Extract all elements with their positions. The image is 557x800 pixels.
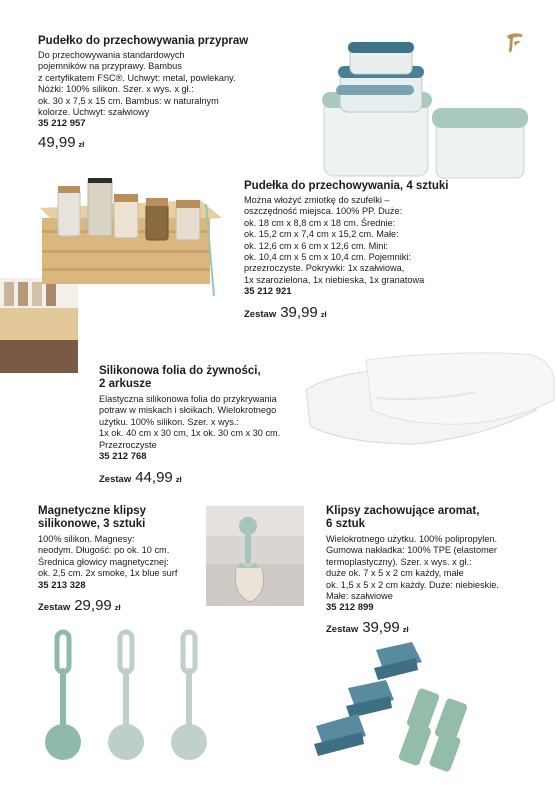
price-value: 39,99 (362, 619, 400, 637)
price-value: 29,99 (74, 596, 112, 614)
product-price (38, 597, 208, 616)
product-title: Magnetyczne klipsy silikonowe, 3 sztuki (38, 505, 147, 530)
price-label: Zestaw (38, 601, 71, 613)
product-magnetic-clips (38, 505, 208, 616)
magnet-hook-photo (206, 506, 304, 606)
spice-box-photo (0, 178, 232, 373)
product-code: 35 212 921 (244, 286, 292, 298)
price-label: Zestaw (99, 474, 132, 486)
product-price (326, 619, 551, 638)
product-code: 35 213 328 (38, 579, 86, 591)
product-storage-containers (244, 180, 484, 323)
product-title: Pudełka do przechowywania, 4 sztuki (244, 180, 449, 192)
price-label: Zestaw (244, 309, 277, 321)
product-aroma-clips (326, 505, 551, 638)
product-spice-box (38, 35, 278, 153)
product-code: 35 212 899 (326, 602, 374, 614)
price-currency: zł (175, 475, 182, 485)
price-currency: zł (78, 140, 85, 150)
price-currency: zł (114, 602, 121, 612)
product-silicone-film (99, 365, 309, 488)
product-description: Wielokrotnego użytku. 100% polipropylen. Gumowa nakładka: 100% TPE (elastomer termoplastyczny). Szer. x wys. x gł.: duże ok. 7 x 5 x 2 cm każdy, małe ok. 1,5 x 5 x 2 cm każdy. Duże: niebieskie. Małe: szałwiowe (326, 534, 499, 602)
price-value: 44,99 (135, 469, 173, 487)
product-description: Do przechowywania standardowych pojemników na przyprawy. Bambus z certyfikatem FSC®. Uchwyt: metal, powlekany. Nóżki: 100% silikon. Szer. x wys. x gł.: ok. 30 x 7,5 x 15 cm. Bambus: w naturalnym kolorze. Uchwyt: szałwiowy (38, 50, 236, 118)
product-code: 35 212 768 (99, 451, 147, 463)
product-description: 100% silikon. Magnesy: neodym. Długość: po ok. 10 cm. Średnica głowicy magnetycznej: ok. 2,5 cm. 2x smoke, 1x blue surf (38, 534, 178, 579)
price-value: 49,99 (38, 134, 76, 152)
price-currency: zł (402, 625, 409, 635)
product-price (244, 304, 484, 323)
price-value: 39,99 (280, 304, 318, 322)
silicone-film-photo (296, 340, 557, 450)
storage-containers-photo (318, 30, 536, 182)
product-description: Elastyczna silikonowa folia do przykrywania potraw w miskach i słoikach. Wielokrotnego użytku. 100% silikon. Szer. x wys.: 1x ok. 40 cm x 30 cm, 1x ok. 30 cm x 30 cm. Przezroczyste (99, 394, 281, 450)
price-label: Zestaw (326, 624, 359, 636)
product-title: Klipsy zachowujące aromat, 6 sztuk (326, 505, 480, 530)
product-code: 35 212 957 (38, 118, 86, 130)
product-description: Można włożyć zmiotkę do szufelki – oszczędność miejsca. 100% PP. Duże: ok. 18 cm x 8,8 cm x 18 cm. Średnie: ok. 15,2 cm x 7,4 cm x 15,2 cm. Małe: ok. 12,6 cm x 6 cm x 12,6 cm. Mini: ok. 10,4 cm x 5 cm x 10,4 cm. Pojemniki: przezroczyste. Pokrywki: 1x szałwiowa, 1x szarozielona, 1x niebieska, 1x granatowa (244, 195, 425, 285)
product-title: Silikonowa folia do żywności, 2 arkusze (99, 365, 261, 390)
aroma-clips-photo (312, 640, 482, 775)
magnetic-clips-photo (40, 628, 225, 768)
product-price (38, 134, 278, 153)
product-title: Pudełko do przechowywania przypraw (38, 35, 249, 47)
price-currency: zł (320, 310, 327, 320)
product-price (99, 469, 309, 488)
